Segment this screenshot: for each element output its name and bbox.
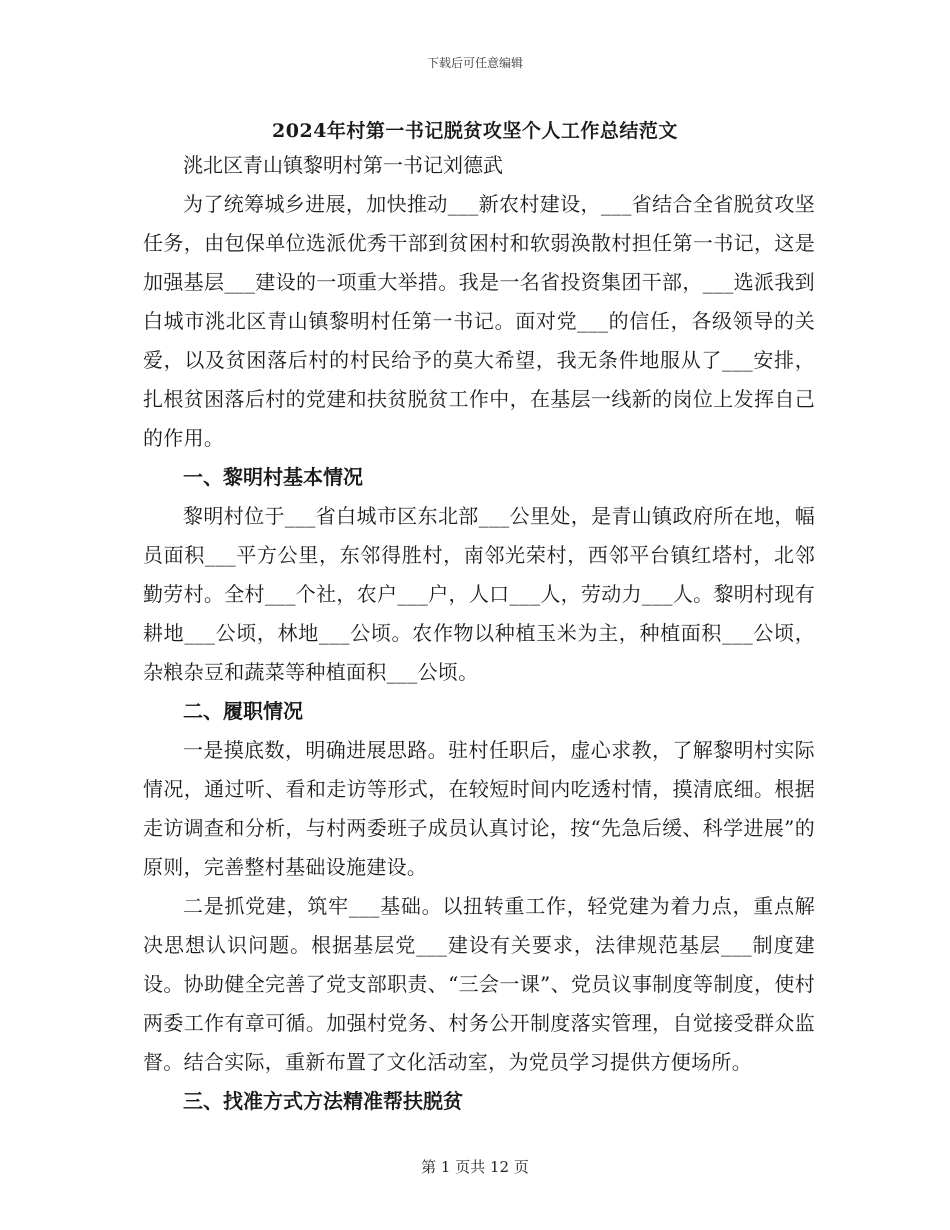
- duties-paragraph-1: 一是摸底数，明确进展思路。驻村任职后，虚心求教，了解黎明村实际情况，通过听、看和走访等形式，在较短时间内吃透村情，摸清底细。根据走访调查和分析，与村两委班子成员认真讨论，按“先急后缓、科学进展”的原则，完善整村基础设施建设。: [143, 738, 815, 879]
- duties-paragraph-2: 二是抓党建，筑牢___基础。以扭转重工作，轻党建为着力点，重点解决思想认识问题。根据基层党___建设有关要求，法律规范基层___制度建设。协助健全完善了党支部职责、“三会一课”、党员议事制度等制度，使村两委工作有章可循。加强村党务、村务公开制度落实管理，自觉接受群众监督。结合实际，重新布置了文化活动室，为党员学习提供方便场所。: [143, 894, 815, 1074]
- intro-paragraph: 为了统筹城乡进展，加快推动___新农村建设，___省结合全省脱贫攻坚任务，由包保单位选派优秀干部到贫困村和软弱涣散村担任第一书记，这是加强基层___建设的一项重大举措。我是一名省投资集团干部，___选派我到白城市洮北区青山镇黎明村任第一书记。面对党___的信任，各级领导的关爱，以及贫困落后村的村民给予的莫大希望，我无条件地服从了___安排，扎根贫困落后村的党建和扶贫脱贫工作中，在基层一线新的岗位上发挥自己的作用。: [143, 192, 815, 450]
- page-header: 下载后可任意编辑: [426, 56, 523, 70]
- document-title: 2024年村第一书记脱贫攻坚个人工作总结范文: [272, 120, 678, 142]
- section-heading-methods: 三、找准方式方法精准帮扶脱贫: [183, 1089, 463, 1113]
- basic-info-paragraph: 黎明村位于___省白城市区东北部___公里处，是青山镇政府所在地，幅员面积___平方公里，东邻得胜村，南邻光荣村，西邻平台镇红塔村，北邻勤劳村。全村___个社，农户___户，人口___人，劳动力___人。黎明村现有耕地___公顷，林地___公顷。农作物以种植玉米为主，种植面积___公顷，杂粮杂豆和蔬菜等种植面积___公顷。: [143, 504, 815, 684]
- author-byline: 洮北区青山镇黎明村第一书记刘德武: [183, 153, 503, 177]
- page-footer: 第 1 页共 12 页: [421, 1158, 529, 1176]
- document-body: [143, 146, 815, 1121]
- section-heading-basic-info: 一、黎明村基本情况: [183, 465, 363, 489]
- section-heading-duties: 二、履职情况: [183, 699, 303, 723]
